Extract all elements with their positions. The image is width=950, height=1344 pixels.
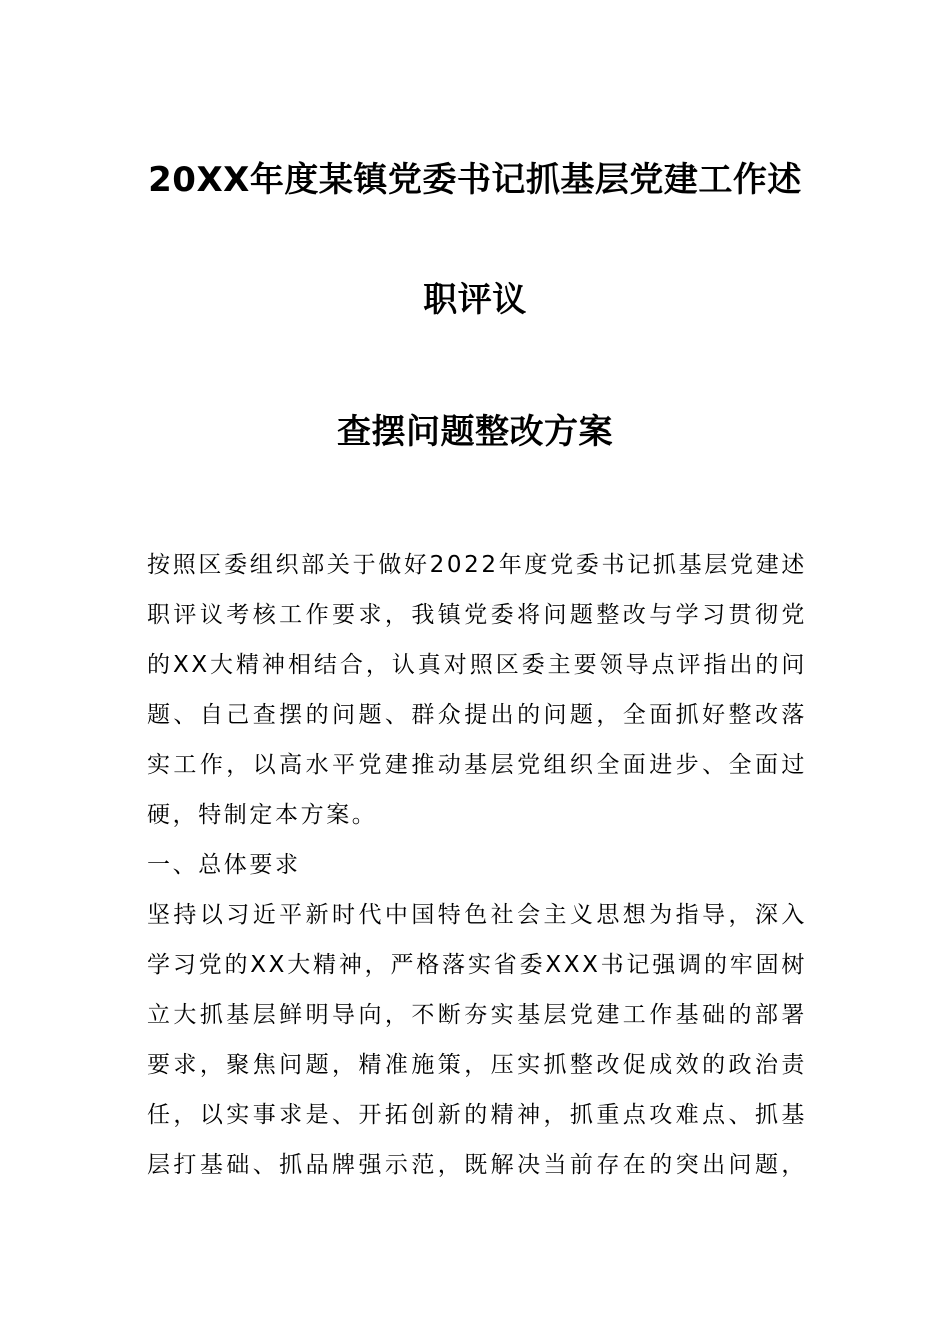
text-line: 按照区委组织部关于做好2022年度党委书记抓基层党建述	[147, 552, 807, 578]
paragraph-general-requirements	[147, 890, 807, 1190]
text-line: 实工作，以高水平党建推动基层党组织全面进步、全面过	[147, 752, 807, 778]
document-title-line-1: 20XX年度某镇党委书记抓基层党建工作述	[148, 160, 802, 200]
text-line: 坚持以习近平新时代中国特色社会主义思想为指导，深入	[147, 902, 807, 928]
text-line: 题、自己查摆的问题、群众提出的问题，全面抓好整改落	[147, 702, 807, 728]
document-subtitle: 查摆问题整改方案	[337, 412, 613, 452]
document-title-line-2: 职评议	[423, 280, 527, 320]
text-line: 的XX大精神相结合，认真对照区委主要领导点评指出的问	[147, 652, 807, 678]
text-line: 学习党的XX大精神，严格落实省委XXX书记强调的牢固树	[147, 952, 807, 978]
paragraph-intro	[147, 540, 807, 840]
document-body	[147, 540, 807, 1190]
text-line: 硬，特制定本方案。	[147, 802, 378, 828]
section-heading: 一、总体要求	[147, 852, 301, 878]
text-line: 立大抓基层鲜明导向，不断夯实基层党建工作基础的部署	[147, 1002, 807, 1028]
text-line: 职评议考核工作要求，我镇党委将问题整改与学习贯彻党	[147, 602, 807, 628]
text-line: 层打基础、抓品牌强示范，既解决当前存在的突出问题，	[147, 1152, 807, 1178]
text-line: 任，以实事求是、开拓创新的精神，抓重点攻难点、抓基	[147, 1102, 807, 1128]
text-line: 要求，聚焦问题，精准施策，压实抓整改促成效的政治责	[147, 1052, 807, 1078]
